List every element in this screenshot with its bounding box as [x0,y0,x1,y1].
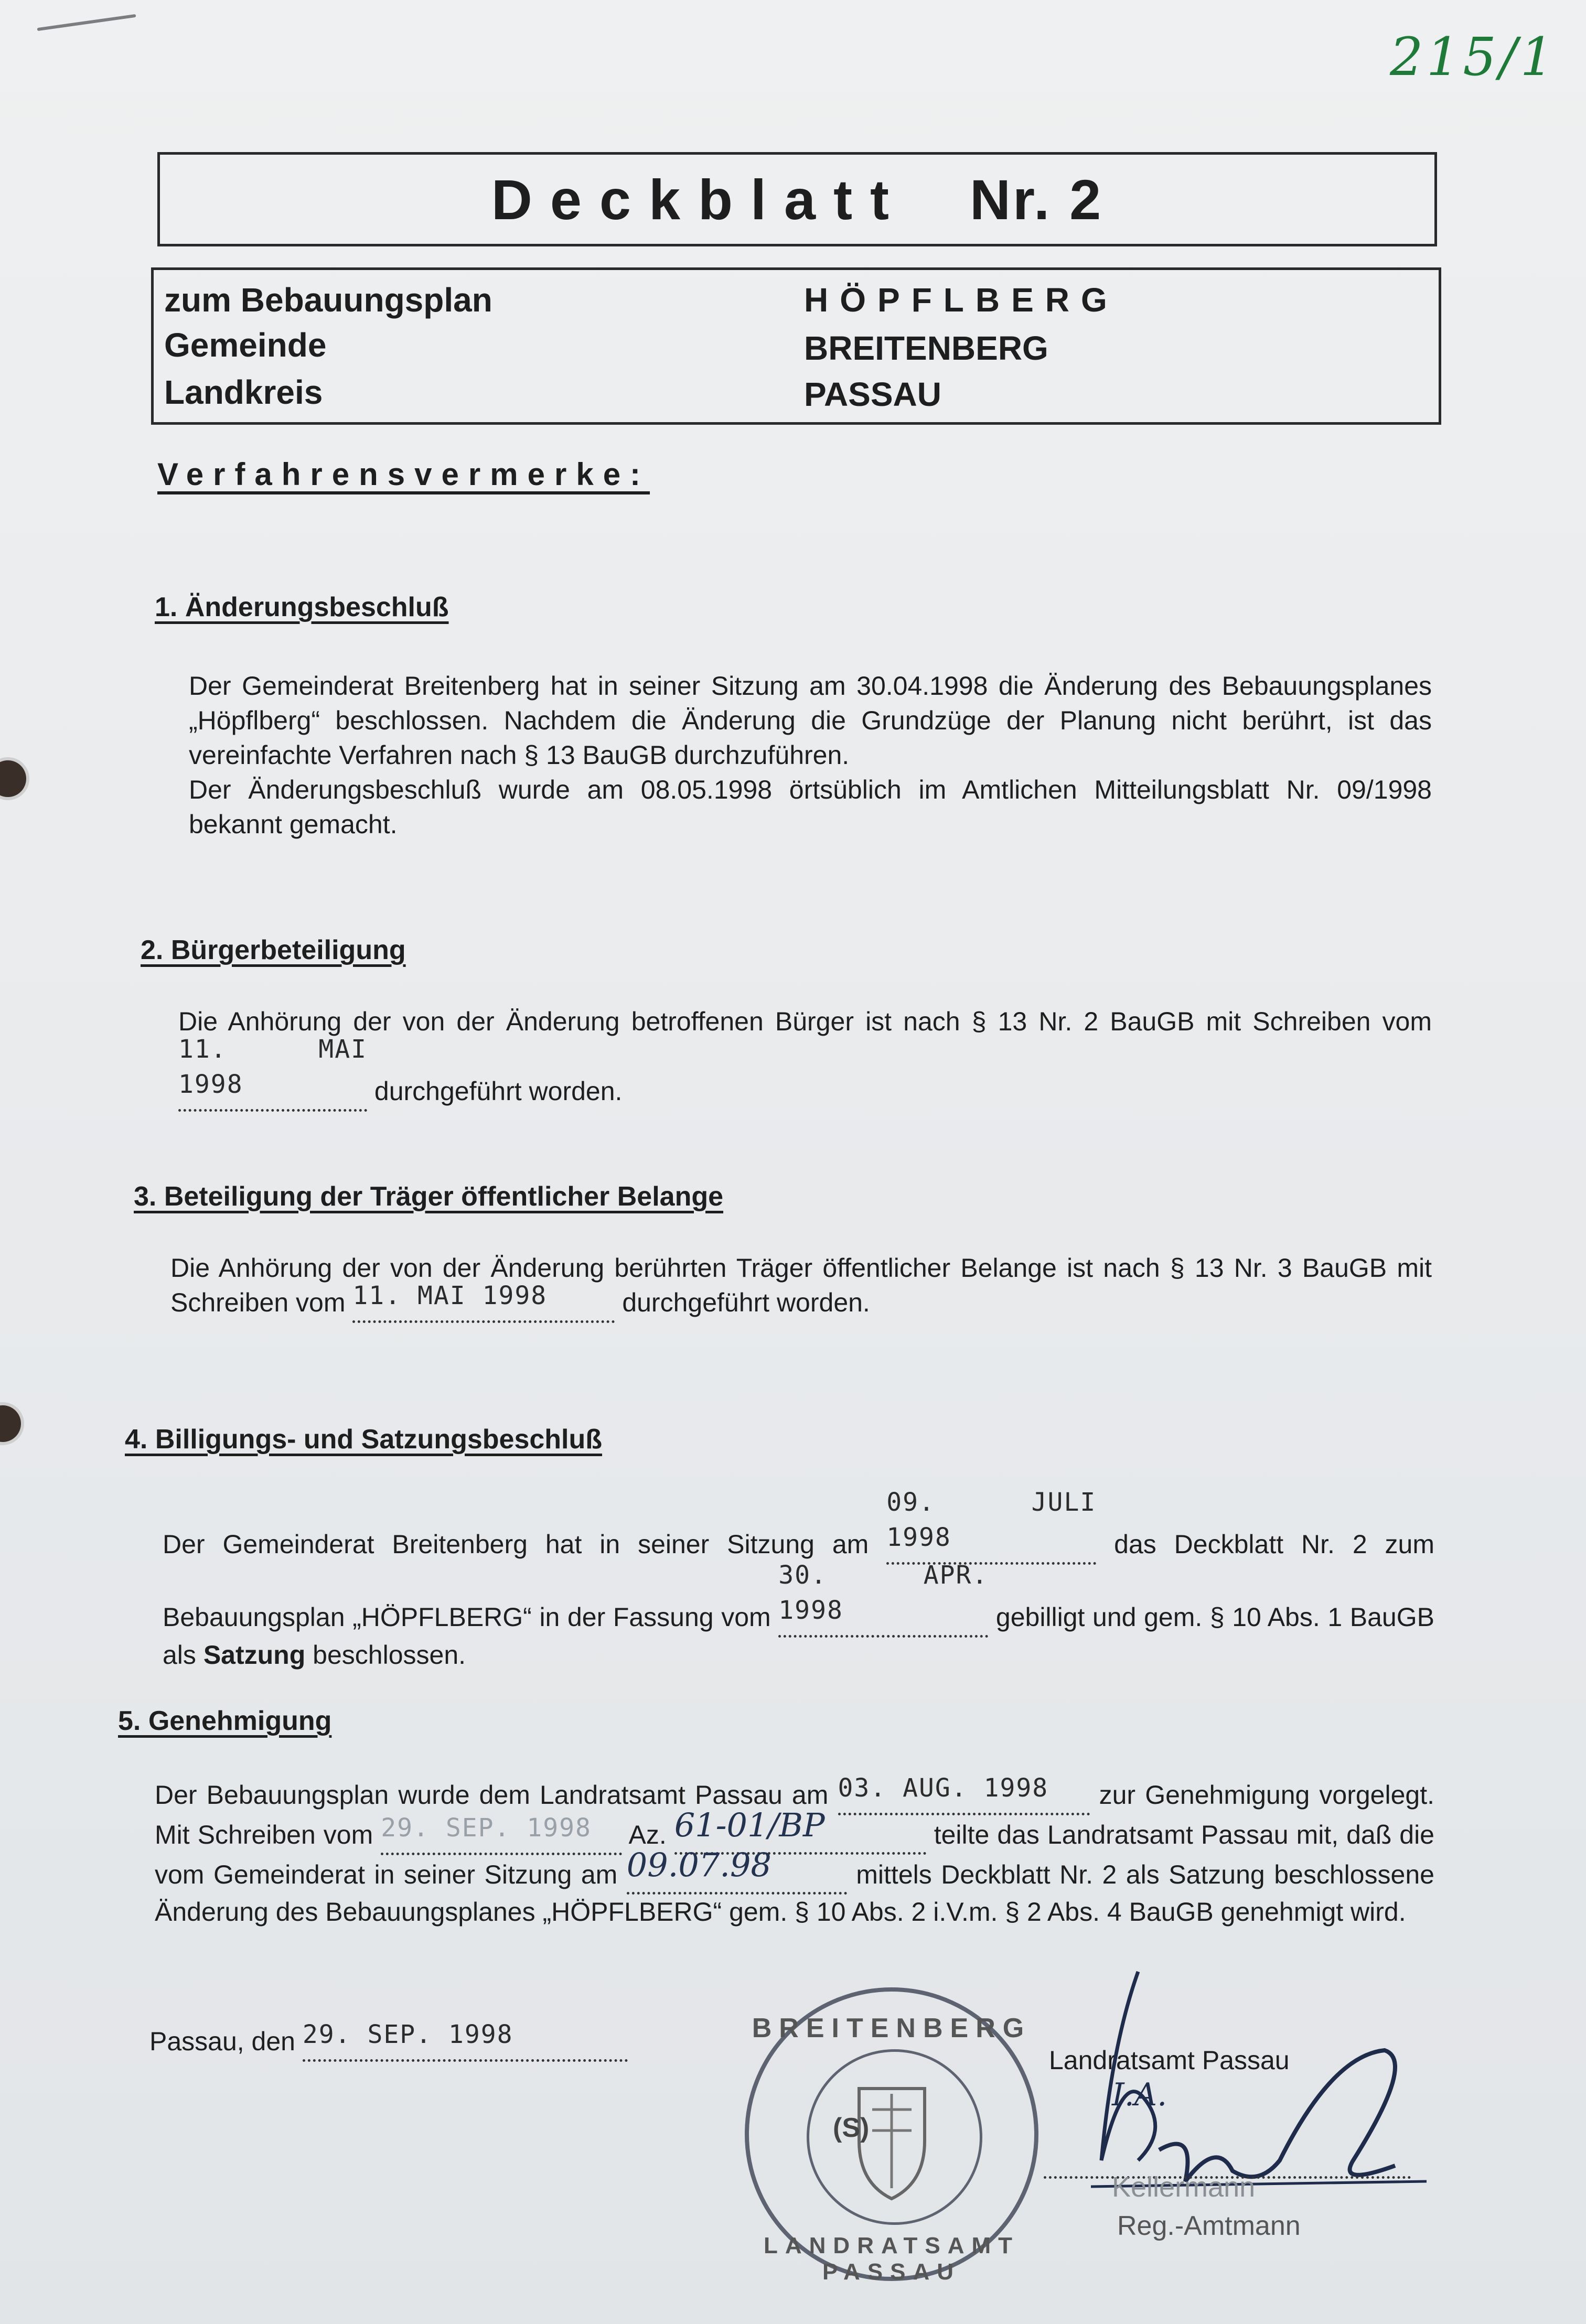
section-4-heading: 4. Billigungs- und Satzungsbeschluß [125,1424,603,1455]
title-main: Deckblatt [491,167,907,231]
section-1-text [189,669,1432,842]
section-5-az-handwritten: 61-01/BP [674,1806,825,1844]
info-value-plan: HÖPFLBERG [804,281,1119,319]
section-3-heading: 3. Beteiligung der Träger öffentlicher Belange [134,1181,724,1212]
signatory-name: Kellermann [1112,2171,1256,2203]
section-2-heading: 2. Bürgerbeteiligung [141,935,406,965]
title-box [157,152,1437,246]
section-4-date2-field [778,1561,989,1638]
section-4-text-d: beschlossen. [313,1640,466,1670]
seal-text-top: BREITENBERG [752,2013,1032,2043]
section-4-date1-stamp: 09. JULI 1998 [886,1488,1097,1552]
section-5-text-b: zur Genehmigung vorgelegt. Mit Schreiben vom [155,1780,1434,1849]
section-5-date2-field [381,1813,622,1855]
section-5-text-d: teilte das Landratsamt Passau mit, daß die vom Gemeinderat in seiner Sitzung am [155,1820,1434,1889]
section-4-satzung: Satzung [203,1640,306,1670]
info-value-gemeinde: BREITENBERG [804,329,1048,367]
footer-place-date [149,2020,628,2062]
section-3-date-field [352,1281,615,1323]
plan-info-box [151,267,1441,425]
section-2-text-a: Die Anhörung der von der Änderung betroffenen Bürger ist nach § 13 Nr. 2 BauGB mit Schreiben vom [178,1007,1432,1036]
section-4-text-b: das Deckblatt Nr. 2 zum Bebauungsplan „HÖPFLBERG“ in der Fassung vom [163,1530,1434,1632]
section-4-date2-stamp: 30. APR. 1998 [778,1561,989,1625]
section-2-date-stamp: 11. MAI 1998 [178,1035,367,1099]
signature-prefix: I.A. [1112,2076,1167,2113]
info-label-landkreis: Landkreis [164,373,323,411]
section-5-date3-handwritten: 09.07.98 [626,1846,771,1884]
signatory-title: Reg.-Amtmann [1117,2211,1301,2241]
section-1-heading: 1. Änderungsbeschluß [155,592,449,622]
section-2-date-field [178,1035,367,1112]
footer-date-stamp: 29. SEP. 1998 [302,2020,513,2049]
section-2-text [178,1004,1432,1112]
info-label-plan: zum Bebauungsplan [164,281,492,319]
section-4-text [163,1488,1434,1672]
section-5-heading: 5. Genehmigung [118,1706,332,1736]
title-number: Nr. 2 [970,167,1103,231]
verfahrensvermerke-heading: Verfahrensvermerke: [157,457,650,492]
section-5-date3-field [626,1846,847,1895]
section-4-text-a: Der Gemeinderat Breitenberg hat in seiner Sitzung am [163,1530,869,1559]
info-label-gemeinde: Gemeinde [164,326,327,364]
section-5-date1-stamp: 03. AUG. 1998 [838,1773,1049,1803]
authority-name: Landratsamt Passau [1049,2046,1290,2075]
section-3-text-a: Die Anhörung der von der Änderung berührten Träger öffentlicher Belange ist nach § 13 Nr. 3 BauGB mit Schreiben vom [170,1253,1432,1317]
section-5-date1-field [838,1773,1090,1815]
official-seal [745,1987,1038,2285]
section-3-text-b: durchgeführt worden. [622,1288,870,1317]
section-1-paragraph: Der Gemeinderat Breitenberg hat in seiner Sitzung am 30.04.1998 die Änderung des Bebauungsplanes „Höpflberg“ beschlossen. Nachdem die Änderung die Grundzüge der Planung nicht berührt, ist das vereinfachte Verfahren nach § 13 BauGB durchzuführen. [189,671,1432,770]
seal-mark: (S) [833,2113,870,2143]
section-2-text-b: durchgeführt worden. [374,1077,623,1106]
seal-text-bottom: LANDRATSAMT PASSAU [763,2233,1020,2285]
section-5-date2-stamp: 29. SEP. 1998 [381,1813,592,1843]
info-value-landkreis: PASSAU [804,375,941,413]
section-5-text [155,1773,1434,1929]
section-5-text-c: Az. [628,1820,667,1849]
section-3-date-stamp: 11. MAI 1998 [352,1281,548,1310]
footer-place: Passau, den [149,2027,295,2056]
section-3-text [170,1251,1432,1323]
section-4-date1-field [886,1488,1097,1565]
section-5-text-e: mittels Deckblatt Nr. 2 als Satzung beschlossene Änderung des Bebauungsplanes „HÖPFLBERG“ gem. § 10 Abs. 2 i.V.m. § 2 Abs. 4 BauGB genehmigt wird. [155,1860,1434,1927]
footer-date-field [302,2020,628,2062]
section-1-paragraph-2: Der Änderungsbeschluß wurde am 08.05.1998 örtsüblich im Amtlichen Mitteilungsblatt Nr. 09/1998 bekannt gemacht. [189,775,1432,839]
section-5-text-a: Der Bebauungsplan wurde dem Landratsamt Passau am [155,1780,829,1810]
section-4-text-c: gebilligt und gem. § 10 Abs. 1 BauGB als [163,1602,1434,1670]
handwritten-page-number: 215/1 [1390,26,1557,88]
